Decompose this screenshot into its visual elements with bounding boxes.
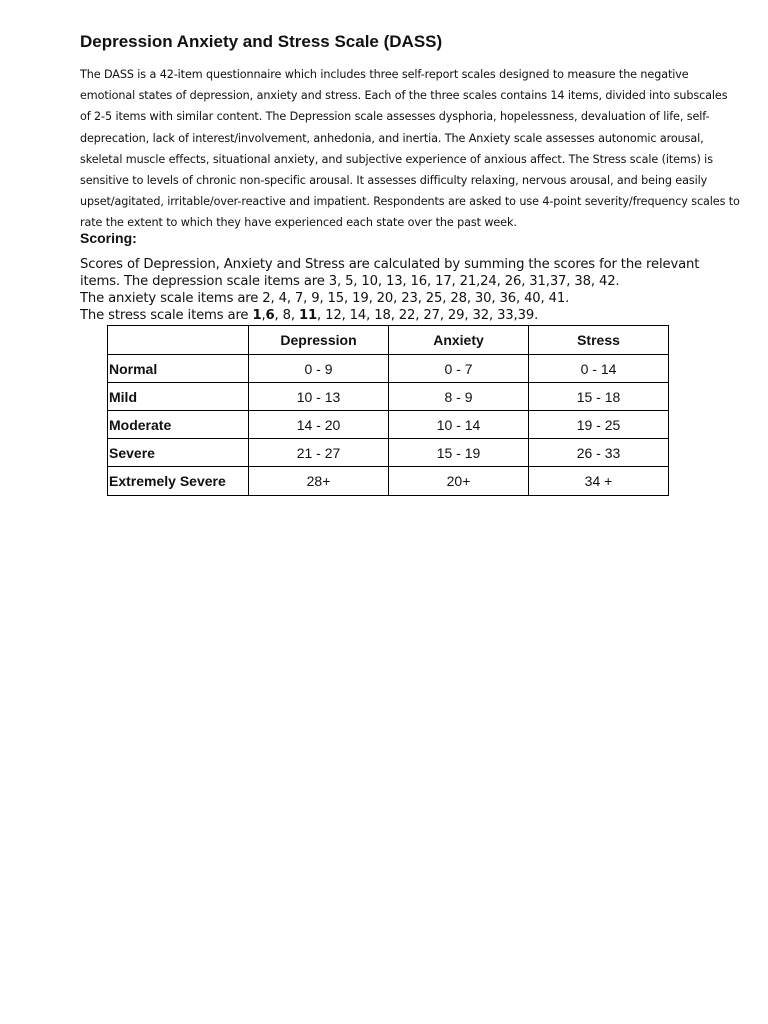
stress-cell: 26 - 33 — [529, 439, 669, 467]
intro-line: upset/agitated, irritable/over-reactive and impatient. Respondents are asked to use 4-point severity/frequency scales — [80, 195, 729, 209]
stress-cell: 19 - 25 — [529, 411, 669, 439]
stress-item-bold: 1 — [252, 308, 262, 323]
stress-items-suffix: , 12, 14, 18, 22, 27, 29, 32, 33,39. — [317, 308, 539, 323]
scoring-paragraph — [80, 256, 740, 324]
table-row — [108, 411, 669, 439]
table-row — [108, 383, 669, 411]
table-row — [108, 355, 669, 383]
anxiety-cell: 0 - 7 — [389, 355, 529, 383]
anxiety-cell: 10 - 14 — [389, 411, 529, 439]
table-header-row — [108, 326, 669, 355]
row-label-mild: Mild — [108, 383, 249, 411]
table-row — [108, 439, 669, 467]
table-row — [108, 467, 669, 496]
scoring-line-1: Scores of Depression, Anxiety and Stress are calculated by summing the scores for the relevant — [80, 257, 700, 272]
scoring-line-3: The anxiety scale items are 2, 4, 7, 9, 15, 19, 20, 23, 25, 28, 30, 36, 40, 41. — [80, 291, 570, 306]
scoring-line-4 — [80, 307, 740, 324]
stress-cell: 15 - 18 — [529, 383, 669, 411]
scoring-heading: Scoring: — [80, 230, 137, 246]
row-label-extremely-severe: Extremely Severe — [108, 467, 249, 496]
header-cell-anxiety: Anxiety — [389, 326, 529, 355]
intro-line: sensitive to levels of chronic non-specific arousal. It assesses difficulty relaxing, nervous arousal, and being easily — [80, 174, 708, 188]
depression-cell: 28+ — [249, 467, 389, 496]
depression-cell: 21 - 27 — [249, 439, 389, 467]
row-label-normal: Normal — [108, 355, 249, 383]
stress-items-prefix: The stress scale items are — [80, 308, 253, 323]
header-cell-depression: Depression — [249, 326, 389, 355]
stress-item-bold: 11 — [298, 308, 318, 323]
scoring-line-2: items. The depression scale items are 3, 5, 10, 13, 16, 17, 21,24, 26, 31,37, 38, 42. — [80, 274, 620, 289]
depression-cell: 10 - 13 — [249, 383, 389, 411]
row-label-moderate: Moderate — [108, 411, 249, 439]
intro-line: of 2-5 items with similar content. The Depression scale assesses dysphoria, hopelessness, devaluation of life, self- — [80, 110, 710, 124]
row-label-severe: Severe — [108, 439, 249, 467]
depression-cell: 14 - 20 — [249, 411, 389, 439]
intro-line: The DASS is a 42-item questionnaire which includes three self-report scales designed to measure the negative — [80, 68, 689, 81]
intro-line: to rate the extent to which they have experienced each state over the past week. — [80, 195, 740, 230]
severity-table — [107, 325, 669, 496]
stress-items-separator: , — [261, 308, 266, 323]
header-cell-empty — [108, 326, 249, 355]
document-title: Depression Anxiety and Stress Scale (DASS) — [80, 32, 443, 51]
anxiety-cell: 8 - 9 — [389, 383, 529, 411]
stress-cell: 0 - 14 — [529, 355, 669, 383]
intro-paragraph — [80, 64, 740, 234]
depression-cell: 0 - 9 — [249, 355, 389, 383]
stress-item-bold: 6 — [265, 308, 275, 323]
intro-line: deprecation, lack of interest/involvement, anhedonia, and inertia. The Anxiety scale assesses autonomic arousal, — [80, 131, 704, 145]
anxiety-cell: 15 - 19 — [389, 439, 529, 467]
intro-line: skeletal muscle effects, situational anxiety, and subjective experience of anxious affect. The Stress scale (items) is — [80, 152, 713, 166]
anxiety-cell: 20+ — [389, 467, 529, 496]
stress-cell: 34 + — [529, 467, 669, 496]
header-cell-stress: Stress — [529, 326, 669, 355]
stress-items-middle: , 8, — [274, 308, 299, 323]
intro-line: emotional states of depression, anxiety and stress. Each of the three scales contains 14 items, divided into subscales — [80, 89, 728, 103]
